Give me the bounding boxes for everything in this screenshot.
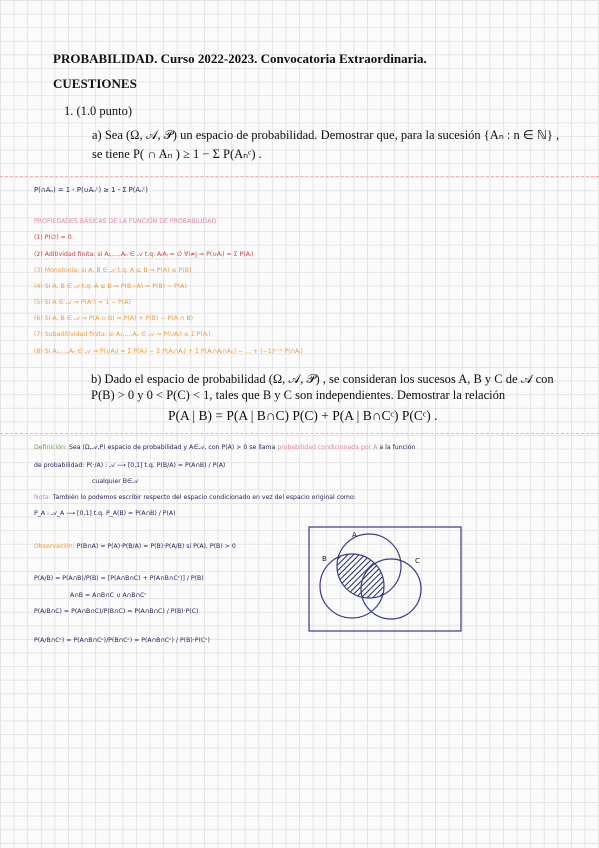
property-item: (3) Monotonía: si A, B ∈ 𝒜 t.q. A ⊆ B ⇒ P(A) ≤ P(B) bbox=[34, 267, 192, 274]
question-a-line-1: a) Sea (Ω, 𝒜, 𝒫) un espacio de probabilidad. Demostrar que, para la sucesión {Aₙ : n ∈ ℕ} , bbox=[92, 128, 560, 142]
equation-3: P(A/B∩Cᶜ) = P(A∩B∩Cᶜ)/P(B∩Cᶜ) = P(A∩B∩Cᶜ) / P(B)·P(Cᶜ) bbox=[34, 637, 210, 644]
question-number: 1. (1.0 punto) bbox=[64, 104, 133, 118]
separator bbox=[0, 433, 599, 434]
observation-line bbox=[34, 543, 236, 550]
property-item: (6) Si A, B ∈ 𝒜 ⇒ P(A ∪ B) = P(A) + P(B) − P(A ∩ B) bbox=[34, 315, 193, 322]
venn-label-c: C bbox=[415, 557, 420, 565]
property-item: (8) Si A₁,...,Aₙ ∈ 𝒜 ⇒ P(∪Aᵢ) = Σ P(Aᵢ) − Σ P(Aᵢ∩Aⱼ) + Σ P(Aᵢ∩Aⱼ∩Aₖ) − ... + (−1)ⁿ⁺¹ P(∩Aᵢ) bbox=[34, 348, 303, 355]
property-item: (7) Subaditividad finita: si A₁,...,Aₙ ∈ 𝒜 ⇒ P(∪Aᵢ) ≤ Σ P(Aᵢ) bbox=[34, 331, 211, 338]
properties-heading: PROPIEDADES BÁSICAS DE LA FUNCIÓN DE PROBABILIDAD bbox=[34, 218, 217, 225]
definition-term: probabilidad condicionada por A bbox=[277, 444, 378, 451]
definition-label: Definición: bbox=[34, 444, 68, 451]
question-b-formula: P(A | B) = P(A | B∩C) P(C) + P(A | B∩Cᶜ) P(Cᶜ) . bbox=[168, 408, 438, 423]
definition-line-2: de probabilidad: P(·/A) : 𝒜 ⟶ [0,1] t.q. P(B/A) = P(A∩B) / P(A) bbox=[34, 462, 226, 469]
question-b-line-1: b) Dado el espacio de probabilidad (Ω, 𝒜, 𝒫) , se consideran los sucesos A, B y C de 𝒜 con bbox=[91, 372, 554, 386]
note-text: También lo podemos escribir respecto del espacio condicionado en vez del espacio original como: bbox=[52, 494, 356, 501]
property-item: (4) Si A, B ∈ 𝒜 t.q. A ⊆ B ⇒ P(B−A) = P(B) − P(A) bbox=[34, 283, 187, 290]
definition-text: Sea (Ω,𝒜,P) espacio de probabilidad y A∈𝒜, con P(A) > 0 se llama bbox=[69, 444, 276, 451]
question-a-line-2: se tiene P( ∩ Aₙ ) ≥ 1 − Σ P(Aₙᶜ) . bbox=[92, 147, 262, 161]
note-line bbox=[34, 494, 356, 501]
page-title: PROBABILIDAD. Curso 2022-2023. Convocatoria Extraordinaria. bbox=[53, 51, 427, 66]
definition-line bbox=[34, 444, 415, 452]
question-b-line-2: P(B) > 0 y 0 < P(C) < 1, tales que B y C son independientes. Demostrar la relación bbox=[91, 388, 506, 402]
definition-tail: a la función bbox=[379, 444, 416, 451]
venn-label-b: B bbox=[322, 555, 327, 563]
venn-universe bbox=[309, 527, 461, 631]
equation-2: P(A/B∩C) = P(A∩B∩C)/P(B∩C) = P(A∩B∩C) / P(B)·P(C) bbox=[34, 608, 199, 615]
note-label: Nota: bbox=[34, 494, 51, 501]
venn-label-a: A bbox=[352, 531, 357, 539]
observation-label: Observación: bbox=[34, 543, 75, 550]
section-heading: CUESTIONES bbox=[53, 76, 137, 91]
venn-diagram bbox=[308, 526, 464, 634]
property-item: (5) Si A ∈ 𝒜 ⇒ P(Aᶜ) = 1 − P(A) bbox=[34, 299, 131, 306]
definition-annotation: cualquier B∈𝒜 bbox=[92, 478, 139, 485]
formula-a: P(∩Aₙ) = 1 - P(∪Aₙᶜ) ≥ 1 - Σ P(Aₙᶜ) bbox=[34, 186, 148, 194]
property-item: (2) Aditividad finita: si A₁,...,Aₙ ∈ 𝒜 t.q. AᵢAⱼ = ∅ ∀i≠j ⇒ P(∪Aᵢ) = Σ P(Aᵢ) bbox=[34, 251, 254, 258]
separator bbox=[0, 176, 599, 177]
note-line-2: P_A : 𝒜_A ⟶ [0,1] t.q. P_A(B) = P(A∩B) / P(A) bbox=[34, 510, 176, 517]
equation-1: P(A/B) = P(A∩B)/P(B) = [P(A∩B∩C) + P(A∩B∩Cᶜ)] / P(B) bbox=[34, 575, 204, 582]
equation-1-annotation: A∩B = A∩B∩C ∪ A∩B∩Cᶜ bbox=[70, 592, 147, 599]
property-item: (1) P(∅) = 0 bbox=[34, 234, 72, 241]
observation-text: P(B∩A) = P(A)·P(B/A) = P(B)·P(A/B) si P(A), P(B) > 0 bbox=[76, 543, 236, 550]
